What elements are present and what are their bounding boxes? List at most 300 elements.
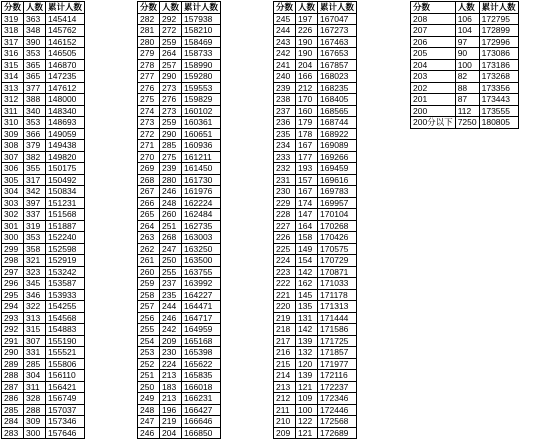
count-cell: 285	[24, 358, 46, 370]
score-cell: 257	[138, 301, 160, 313]
score-cell: 243	[274, 36, 296, 48]
count-cell: 321	[24, 255, 46, 267]
score-cell: 225	[274, 243, 296, 255]
table-row	[411, 25, 519, 37]
table-row	[2, 36, 85, 48]
table-row	[411, 36, 519, 48]
table-row	[138, 209, 221, 221]
count-cell: 121	[296, 427, 318, 439]
table-row	[2, 25, 85, 37]
count-cell: 147	[296, 209, 318, 221]
count-cell: 264	[160, 48, 182, 60]
cumulative-cell: 155521	[46, 347, 85, 359]
count-cell: 280	[160, 174, 182, 186]
score-cell: 242	[274, 48, 296, 60]
cumulative-cell: 166231	[182, 393, 221, 405]
score-cell: 289	[2, 358, 24, 370]
count-cell: 304	[24, 370, 46, 382]
header-row	[274, 2, 357, 14]
table-row	[138, 393, 221, 405]
count-cell: 88	[455, 82, 479, 94]
cumulative-cell: 156421	[46, 381, 85, 393]
score-cell: 217	[274, 335, 296, 347]
cumulative-cell: 165622	[182, 358, 221, 370]
cumulative-cell: 170426	[318, 232, 357, 244]
cumulative-cell: 169957	[318, 197, 357, 209]
column-header: 分数	[274, 2, 296, 14]
count-cell: 142	[296, 324, 318, 336]
cumulative-cell: 172996	[479, 36, 518, 48]
score-cell: 251	[138, 370, 160, 382]
count-cell: 358	[24, 243, 46, 255]
count-cell: 382	[24, 151, 46, 163]
table-row	[2, 82, 85, 94]
score-cell: 255	[138, 324, 160, 336]
count-cell: 328	[24, 393, 46, 405]
table-row	[274, 393, 357, 405]
count-cell: 353	[24, 48, 46, 60]
cumulative-cell: 146870	[46, 59, 85, 71]
table-row	[2, 404, 85, 416]
cumulative-cell: 150834	[46, 186, 85, 198]
score-cell: 275	[138, 94, 160, 106]
score-cell: 285	[2, 404, 24, 416]
cumulative-cell: 169783	[318, 186, 357, 198]
score-cell: 212	[274, 393, 296, 405]
score-cell: 248	[138, 404, 160, 416]
table-row	[2, 71, 85, 83]
count-cell: 154	[296, 255, 318, 267]
cumulative-cell: 171977	[318, 358, 357, 370]
table-row	[138, 312, 221, 324]
count-cell: 196	[160, 404, 182, 416]
cumulative-cell: 153933	[46, 289, 85, 301]
score-cell: 312	[2, 94, 24, 106]
table-row	[2, 427, 85, 439]
table-row	[2, 347, 85, 359]
cumulative-cell: 170871	[318, 266, 357, 278]
count-cell: 167	[296, 140, 318, 152]
score-cell: 245	[274, 13, 296, 25]
table-row	[2, 128, 85, 140]
count-cell: 340	[24, 105, 46, 117]
count-cell: 190	[296, 48, 318, 60]
count-cell: 174	[296, 197, 318, 209]
cumulative-cell: 146505	[46, 48, 85, 60]
table-row	[138, 186, 221, 198]
score-cell: 228	[274, 209, 296, 221]
cumulative-cell: 168922	[318, 128, 357, 140]
table-row	[411, 82, 519, 94]
column-header: 累计人数	[46, 2, 85, 14]
cumulative-cell: 148693	[46, 117, 85, 129]
score-cell: 306	[2, 163, 24, 175]
count-cell: 90	[455, 48, 479, 60]
cumulative-cell: 172568	[318, 416, 357, 428]
count-cell: 248	[160, 197, 182, 209]
cumulative-cell: 169266	[318, 151, 357, 163]
cumulative-cell: 160651	[182, 128, 221, 140]
count-cell: 268	[160, 232, 182, 244]
score-cell: 287	[2, 381, 24, 393]
cumulative-cell: 169459	[318, 163, 357, 175]
score-cell: 201	[411, 94, 456, 106]
score-cell: 307	[2, 151, 24, 163]
count-cell: 160	[296, 105, 318, 117]
score-cell: 209	[274, 427, 296, 439]
cumulative-cell: 172346	[318, 393, 357, 405]
count-cell: 204	[160, 427, 182, 439]
score-cell: 247	[138, 416, 160, 428]
score-cell: 299	[2, 243, 24, 255]
score-cell: 315	[2, 59, 24, 71]
cumulative-cell: 148340	[46, 105, 85, 117]
cumulative-cell: 153242	[46, 266, 85, 278]
table-row	[138, 324, 221, 336]
score-cell: 208	[411, 13, 456, 25]
score-cell: 231	[274, 174, 296, 186]
count-cell: 230	[160, 347, 182, 359]
cumulative-cell: 172116	[318, 370, 357, 382]
cumulative-cell: 166427	[182, 404, 221, 416]
table-row	[138, 255, 221, 267]
count-cell: 337	[24, 209, 46, 221]
table-row	[138, 404, 221, 416]
score-cell: 274	[138, 105, 160, 117]
count-cell: 345	[24, 278, 46, 290]
score-cell: 264	[138, 220, 160, 232]
table-row	[138, 117, 221, 129]
count-cell: 82	[455, 71, 479, 83]
count-cell: 366	[24, 128, 46, 140]
score-cell: 252	[138, 358, 160, 370]
cumulative-cell: 163250	[182, 243, 221, 255]
cumulative-cell: 162484	[182, 209, 221, 221]
table-row	[138, 197, 221, 209]
table-row	[2, 266, 85, 278]
table-row	[138, 266, 221, 278]
table-row	[274, 36, 357, 48]
score-cell: 304	[2, 186, 24, 198]
score-cell: 317	[2, 36, 24, 48]
cumulative-cell: 147612	[46, 82, 85, 94]
cumulative-cell: 180805	[479, 117, 518, 129]
cumulative-cell: 163755	[182, 266, 221, 278]
table-row	[2, 335, 85, 347]
score-cell: 256	[138, 312, 160, 324]
score-cell: 211	[274, 404, 296, 416]
table-row	[274, 335, 357, 347]
table-row	[138, 347, 221, 359]
cumulative-cell: 168405	[318, 94, 357, 106]
cumulative-cell: 167463	[318, 36, 357, 48]
count-cell: 342	[24, 186, 46, 198]
score-table-block-2	[137, 1, 221, 439]
score-cell: 314	[2, 71, 24, 83]
score-cell: 246	[138, 427, 160, 439]
column-header: 人数	[160, 2, 182, 14]
cumulative-cell: 166850	[182, 427, 221, 439]
count-cell: 309	[24, 416, 46, 428]
count-cell: 219	[160, 416, 182, 428]
table-row	[274, 266, 357, 278]
table-row	[274, 140, 357, 152]
score-cell: 240	[274, 71, 296, 83]
table-row	[2, 140, 85, 152]
count-cell: 259	[160, 36, 182, 48]
count-cell: 363	[24, 13, 46, 25]
table-row	[274, 25, 357, 37]
table-row	[274, 163, 357, 175]
score-cell: 318	[2, 25, 24, 37]
score-cell: 273	[138, 117, 160, 129]
table-row	[2, 94, 85, 106]
cumulative-cell: 169616	[318, 174, 357, 186]
table-row	[138, 278, 221, 290]
count-cell: 164	[296, 220, 318, 232]
cumulative-cell: 166018	[182, 381, 221, 393]
count-cell: 246	[160, 312, 182, 324]
score-cell: 295	[2, 289, 24, 301]
count-cell: 272	[160, 25, 182, 37]
score-cell: 290	[2, 347, 24, 359]
count-cell: 122	[296, 416, 318, 428]
score-cell: 277	[138, 71, 160, 83]
count-cell: 170	[296, 94, 318, 106]
count-cell: 226	[296, 25, 318, 37]
count-cell: 255	[160, 266, 182, 278]
count-cell: 319	[24, 220, 46, 232]
score-cell: 216	[274, 347, 296, 359]
table-row	[138, 381, 221, 393]
score-cell: 262	[138, 243, 160, 255]
score-cell: 253	[138, 347, 160, 359]
table-row	[274, 186, 357, 198]
count-cell: 323	[24, 266, 46, 278]
cumulative-cell: 170729	[318, 255, 357, 267]
table-row	[274, 301, 357, 313]
cumulative-cell: 145762	[46, 25, 85, 37]
table-row	[138, 174, 221, 186]
count-cell: 285	[160, 140, 182, 152]
table-row	[411, 13, 519, 25]
count-cell: 246	[160, 186, 182, 198]
score-cell: 220	[274, 301, 296, 313]
table-row	[2, 59, 85, 71]
cumulative-cell: 152598	[46, 243, 85, 255]
score-cell: 235	[274, 128, 296, 140]
cumulative-cell: 171444	[318, 312, 357, 324]
count-cell: 377	[24, 82, 46, 94]
count-cell: 139	[296, 370, 318, 382]
cumulative-cell: 170268	[318, 220, 357, 232]
count-cell: 244	[160, 301, 182, 313]
cumulative-cell: 161211	[182, 151, 221, 163]
table-row	[138, 59, 221, 71]
score-cell: 239	[274, 82, 296, 94]
score-cell: 214	[274, 370, 296, 382]
cumulative-cell: 171857	[318, 347, 357, 359]
count-cell: 132	[296, 347, 318, 359]
cumulative-cell: 159553	[182, 82, 221, 94]
count-cell: 273	[160, 82, 182, 94]
table-row	[2, 278, 85, 290]
table-row	[138, 71, 221, 83]
score-cell: 308	[2, 140, 24, 152]
count-cell: 100	[296, 404, 318, 416]
score-cell: 310	[2, 117, 24, 129]
cumulative-cell: 160361	[182, 117, 221, 129]
table-row	[2, 358, 85, 370]
table-row	[411, 59, 519, 71]
cumulative-cell: 173443	[479, 94, 518, 106]
cumulative-cell: 149820	[46, 151, 85, 163]
table-row	[138, 358, 221, 370]
table-row	[274, 278, 357, 290]
table-row	[138, 335, 221, 347]
score-cell: 265	[138, 209, 160, 221]
score-cell: 207	[411, 25, 456, 37]
score-cell: 278	[138, 59, 160, 71]
count-cell: 209	[160, 335, 182, 347]
count-cell: 178	[296, 128, 318, 140]
score-cell: 244	[274, 25, 296, 37]
score-cell: 210	[274, 416, 296, 428]
cumulative-cell: 172899	[479, 25, 518, 37]
table-row	[138, 151, 221, 163]
count-cell: 162	[296, 278, 318, 290]
cumulative-cell: 165168	[182, 335, 221, 347]
score-cell: 266	[138, 197, 160, 209]
cumulative-cell: 167653	[318, 48, 357, 60]
count-cell: 250	[160, 255, 182, 267]
count-cell: 109	[296, 393, 318, 405]
table-row	[274, 312, 357, 324]
count-cell: 167	[296, 186, 318, 198]
cumulative-cell: 162224	[182, 197, 221, 209]
table-row	[138, 36, 221, 48]
table-row	[2, 255, 85, 267]
table-row	[2, 151, 85, 163]
table-row	[138, 94, 221, 106]
count-cell: 331	[24, 347, 46, 359]
cumulative-cell: 159829	[182, 94, 221, 106]
cumulative-cell: 154255	[46, 301, 85, 313]
count-cell: 317	[24, 174, 46, 186]
count-cell: 139	[296, 335, 318, 347]
score-cell: 241	[274, 59, 296, 71]
table-row	[138, 13, 221, 25]
table-row	[2, 289, 85, 301]
cumulative-cell: 168023	[318, 71, 357, 83]
table-row	[274, 117, 357, 129]
table-row	[411, 105, 519, 117]
score-cell: 271	[138, 140, 160, 152]
cumulative-cell: 165398	[182, 347, 221, 359]
table-row	[2, 186, 85, 198]
cumulative-cell: 154883	[46, 324, 85, 336]
cumulative-cell: 151231	[46, 197, 85, 209]
table-row	[138, 220, 221, 232]
cumulative-cell: 172689	[318, 427, 357, 439]
score-cell: 294	[2, 301, 24, 313]
table-row	[274, 128, 357, 140]
count-cell: 322	[24, 301, 46, 313]
table-row	[2, 232, 85, 244]
cumulative-cell: 156749	[46, 393, 85, 405]
cumulative-cell: 168744	[318, 117, 357, 129]
count-cell: 257	[160, 59, 182, 71]
table-row	[2, 243, 85, 255]
table-row	[274, 232, 357, 244]
table-row	[274, 324, 357, 336]
score-cell: 224	[274, 255, 296, 267]
cumulative-cell: 158210	[182, 25, 221, 37]
cumulative-cell: 172446	[318, 404, 357, 416]
count-cell: 177	[296, 151, 318, 163]
count-cell: 259	[160, 117, 182, 129]
cumulative-cell: 165835	[182, 370, 221, 382]
table-row	[2, 13, 85, 25]
cumulative-cell: 154568	[46, 312, 85, 324]
table-row	[138, 163, 221, 175]
count-cell: 300	[24, 427, 46, 439]
table-row	[274, 347, 357, 359]
cumulative-cell: 161730	[182, 174, 221, 186]
cumulative-cell: 166646	[182, 416, 221, 428]
cumulative-cell: 153587	[46, 278, 85, 290]
column-header: 累计人数	[318, 2, 357, 14]
score-table-block-3	[273, 1, 357, 439]
column-header: 累计人数	[479, 2, 518, 14]
table-row	[138, 370, 221, 382]
count-cell: 237	[160, 278, 182, 290]
cumulative-cell: 171033	[318, 278, 357, 290]
table-row	[274, 174, 357, 186]
cumulative-cell: 171178	[318, 289, 357, 301]
score-table-block-1	[1, 1, 85, 439]
table-row	[274, 289, 357, 301]
score-cell: 267	[138, 186, 160, 198]
score-cell: 296	[2, 278, 24, 290]
count-cell: 106	[455, 13, 479, 25]
score-cell: 309	[2, 128, 24, 140]
table-row	[2, 209, 85, 221]
count-cell: 190	[296, 36, 318, 48]
cumulative-cell: 155806	[46, 358, 85, 370]
count-cell: 353	[24, 232, 46, 244]
cumulative-cell: 172795	[479, 13, 518, 25]
score-cell: 301	[2, 220, 24, 232]
count-cell: 365	[24, 71, 46, 83]
score-cell: 279	[138, 48, 160, 60]
cumulative-cell: 164717	[182, 312, 221, 324]
score-cell: 292	[2, 324, 24, 336]
count-cell: 353	[24, 117, 46, 129]
score-table-block-4	[410, 1, 519, 129]
score-cell: 232	[274, 163, 296, 175]
count-cell: 97	[455, 36, 479, 48]
count-cell: 158	[296, 232, 318, 244]
score-cell: 280	[138, 36, 160, 48]
cumulative-cell: 173555	[479, 105, 518, 117]
score-cell: 281	[138, 25, 160, 37]
table-row	[2, 174, 85, 186]
cumulative-cell: 163992	[182, 278, 221, 290]
count-cell: 193	[296, 163, 318, 175]
table-row	[274, 48, 357, 60]
score-cell: 316	[2, 48, 24, 60]
